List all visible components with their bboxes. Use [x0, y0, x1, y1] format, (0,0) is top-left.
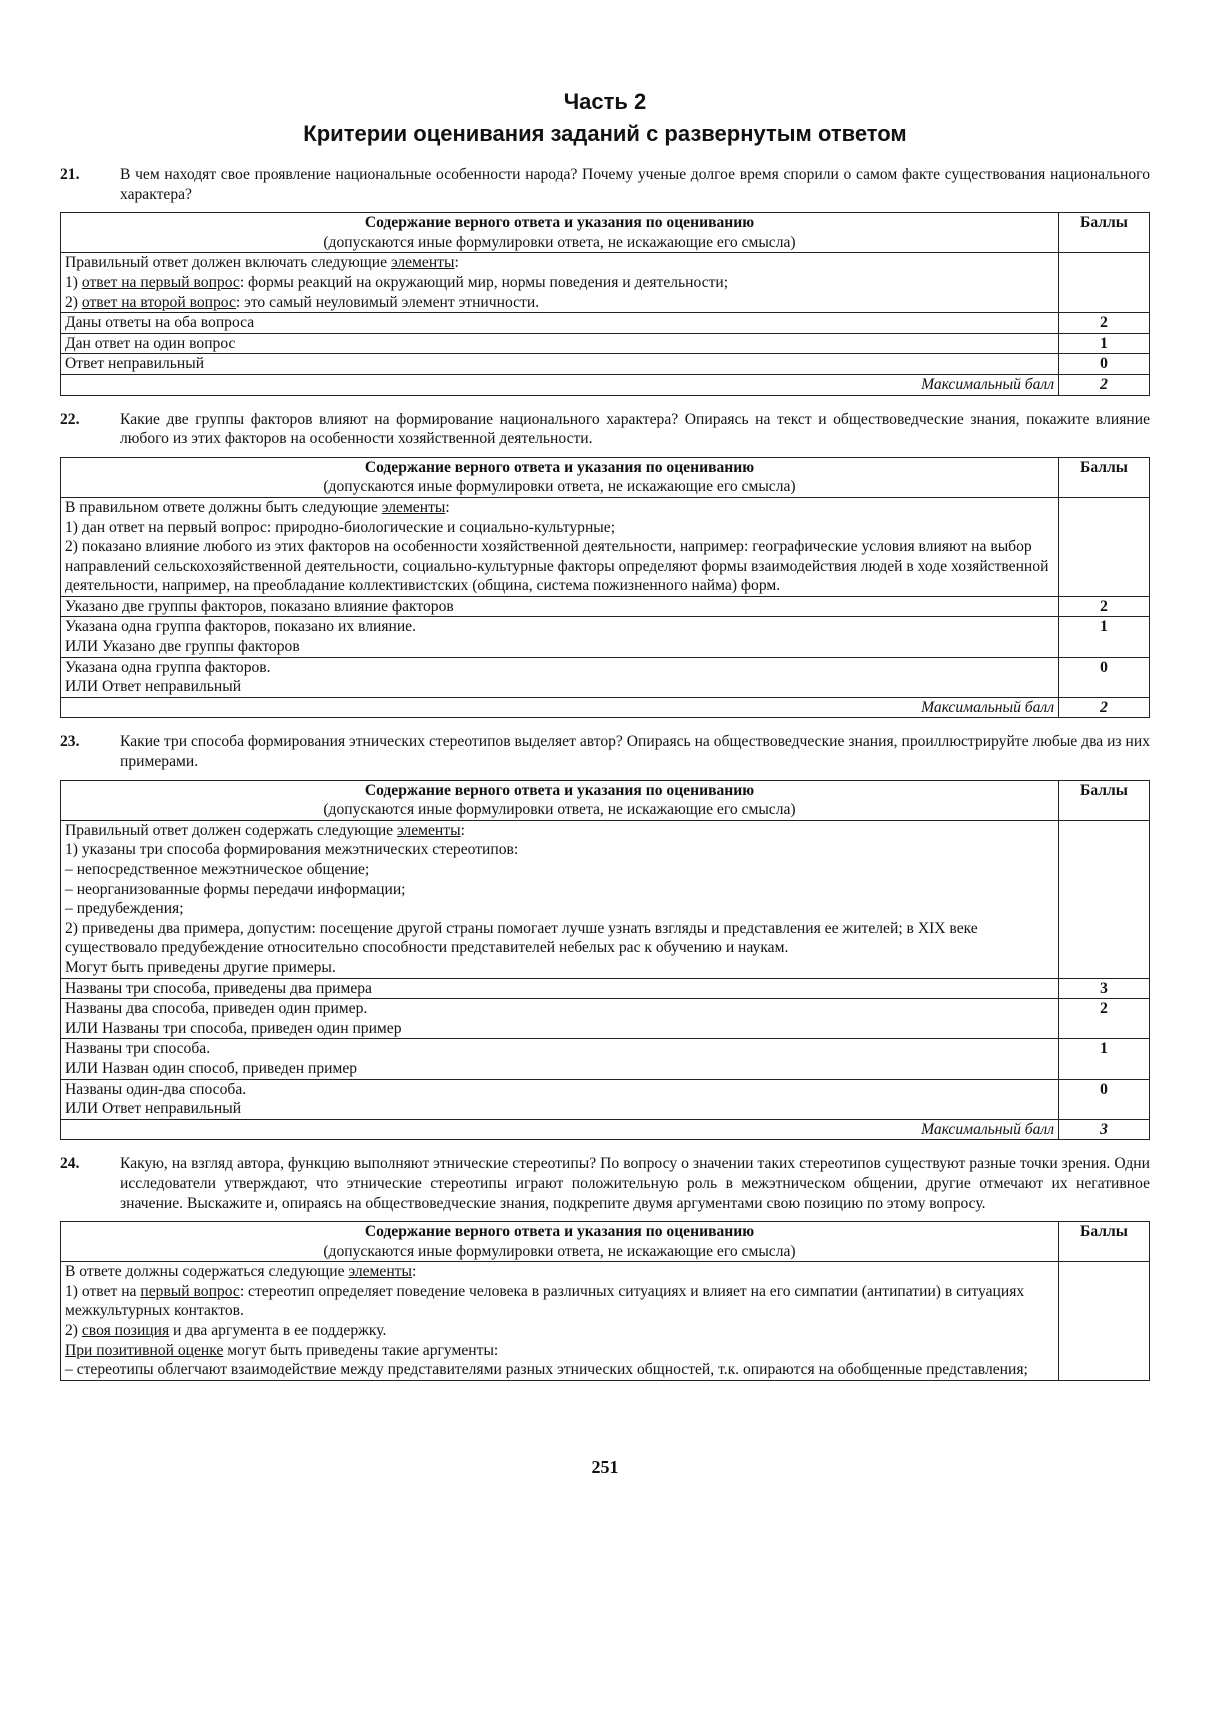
criterion-line: ИЛИ Названы три способа, приведен один пример — [65, 1019, 402, 1037]
max-score-row — [61, 374, 1150, 395]
criterion-line: Дан ответ на один вопрос — [65, 334, 236, 352]
text-segment: : — [460, 821, 465, 839]
text-segment: 2) — [65, 1322, 82, 1340]
header-content — [61, 213, 1059, 253]
table-header-row — [61, 213, 1150, 253]
text-segment: В ответе должны содержаться следующие — [65, 1263, 349, 1281]
criteria-table — [60, 1221, 1150, 1381]
header-score: Баллы — [1059, 780, 1150, 820]
content-line — [65, 518, 1054, 538]
scoring-criterion — [61, 1039, 1059, 1079]
max-score-row — [61, 697, 1150, 718]
content-line — [65, 498, 1054, 518]
criterion-line: Названы три способа, приведены два примера — [65, 979, 372, 997]
answer-content — [61, 497, 1059, 596]
scoring-row — [61, 1039, 1150, 1079]
text-segment: – неорганизованные формы передачи информации; — [65, 880, 406, 898]
text-segment: Могут быть приведены другие примеры. — [65, 958, 336, 976]
scoring-criterion — [61, 617, 1059, 657]
criterion-line: Указана одна группа факторов, показано их влияние. — [65, 618, 417, 636]
header-note: (допускаются иные формулировки ответа, не искажающие его смысла) — [323, 801, 796, 819]
questions-container — [60, 165, 1150, 1395]
text-segment: 1) дан ответ на первый вопрос: природно-биологические и социально-культурные; — [65, 518, 616, 536]
answer-content-row — [61, 1262, 1150, 1381]
header-score: Баллы — [1059, 213, 1150, 253]
content-line — [65, 537, 1054, 596]
answer-content-row — [61, 253, 1150, 313]
text-segment: В правильном ответе должны быть следующие — [65, 498, 382, 516]
text-segment: и два аргумента в ее поддержку. — [169, 1322, 387, 1340]
content-line — [65, 1360, 1054, 1380]
question-number: 22. — [60, 410, 80, 428]
text-segment: могут быть приведены такие аргументы: — [223, 1341, 499, 1359]
content-line — [65, 293, 1054, 313]
score-empty — [1059, 820, 1150, 978]
underlined-term: При позитивной оценке — [65, 1341, 224, 1359]
content-line — [65, 958, 1054, 978]
criterion-line: ИЛИ Указано две группы факторов — [65, 638, 300, 656]
header-score: Баллы — [1059, 1222, 1150, 1262]
underlined-term: своя позиция — [81, 1322, 170, 1340]
text-segment: : — [411, 1263, 417, 1281]
scoring-row — [61, 333, 1150, 354]
header-score: Баллы — [1059, 457, 1150, 497]
answer-content — [61, 253, 1059, 313]
criteria-table — [60, 780, 1150, 1141]
criterion-line: ИЛИ Назван один способ, приведен пример — [65, 1059, 358, 1077]
table-header-row — [61, 457, 1150, 497]
scoring-row — [61, 999, 1150, 1039]
text-segment: : — [445, 498, 450, 516]
content-line — [65, 1282, 1054, 1321]
scoring-criterion — [61, 354, 1059, 375]
score-value: 3 — [1059, 978, 1150, 999]
question-text: Какие две группы факторов влияют на формирование национального характера? Опираясь на текст и обществоведческие знания, покажите влияние любого из этих факторов на особенности хозяйственной деятельности. — [120, 410, 1150, 448]
header-content — [61, 457, 1059, 497]
underlined-term: ответ на первый вопрос — [81, 273, 240, 291]
scoring-row — [61, 978, 1150, 999]
question-number: 21. — [60, 166, 80, 183]
text-segment: – предубеждения; — [65, 900, 184, 918]
score-value: 0 — [1059, 1079, 1150, 1119]
text-segment: Правильный ответ должен содержать следующие — [65, 821, 398, 839]
header-note: (допускаются иные формулировки ответа, не искажающие его смысла) — [323, 233, 796, 251]
text-segment: : формы реакций на окружающий мир, нормы поведения и деятельности; — [239, 273, 729, 291]
content-line — [65, 880, 1054, 900]
scoring-row — [61, 596, 1150, 617]
header-note: (допускаются иные формулировки ответа, не искажающие его смысла) — [323, 478, 796, 496]
score-value: 1 — [1059, 333, 1150, 354]
scoring-criterion — [61, 1079, 1059, 1119]
max-score-label: Максимальный балл — [61, 374, 1059, 395]
underlined-term: элементы — [381, 498, 446, 516]
header-title: Содержание верного ответа и указания по оцениванию — [364, 214, 755, 232]
table-header-row — [61, 1222, 1150, 1262]
content-line — [65, 899, 1054, 919]
underlined-term: элементы — [397, 821, 461, 839]
scoring-criterion — [61, 313, 1059, 334]
scoring-row — [61, 354, 1150, 375]
scoring-criterion — [61, 978, 1059, 999]
scoring-criterion — [61, 596, 1059, 617]
page-number: 251 — [591, 1457, 619, 1477]
max-score-value: 3 — [1059, 1119, 1150, 1140]
text-segment: 2) показано влияние любого из этих факторов на особенности хозяйственной деятельности, например: географические условия влияют на выбор направлений сельскохозяйственной деятельности, социально-культурные факторы определяют формы взаимодействия людей в ходе хозяйственной деятельности, например, на преобладание коллективистских (община, система пожизненного найма) форм. — [65, 538, 1049, 595]
max-score-label: Максимальный балл — [61, 1119, 1059, 1140]
text-segment: 1) ответ на — [65, 1282, 141, 1300]
score-value: 0 — [1059, 354, 1150, 375]
criteria-table — [60, 457, 1150, 719]
score-empty — [1059, 1262, 1150, 1381]
scoring-criterion — [61, 999, 1059, 1039]
scoring-row — [61, 1079, 1150, 1119]
score-value: 0 — [1059, 657, 1150, 697]
content-line — [65, 1262, 1054, 1282]
underlined-term: первый вопрос — [140, 1282, 240, 1300]
answer-content — [61, 820, 1059, 978]
text-segment: Правильный ответ должен включать следующие — [65, 254, 391, 272]
score-value: 1 — [1059, 617, 1150, 657]
criterion-line: Указана одна группа факторов. — [65, 658, 271, 676]
header-content — [61, 780, 1059, 820]
score-value: 2 — [1059, 999, 1150, 1039]
header-note: (допускаются иные формулировки ответа, не искажающие его смысла) — [323, 1242, 796, 1260]
content-line — [65, 840, 1054, 860]
text-segment: – непосредственное межэтническое общение; — [65, 861, 370, 878]
criterion-line: ИЛИ Ответ неправильный — [65, 678, 242, 696]
criterion-line: Ответ неправильный — [65, 355, 205, 373]
underlined-term: элементы — [390, 254, 455, 272]
criteria-table — [60, 212, 1150, 395]
answer-content-row — [61, 497, 1150, 596]
header-title: Содержание верного ответа и указания по оцениванию — [364, 458, 755, 476]
content-line — [65, 821, 1054, 841]
score-empty — [1059, 497, 1150, 596]
content-line — [65, 1341, 1054, 1361]
answer-content — [61, 1262, 1059, 1381]
answer-content-row — [61, 820, 1150, 978]
underlined-term: элементы — [348, 1263, 412, 1281]
text-segment: : — [454, 254, 459, 272]
question-22 — [60, 410, 1150, 449]
text-segment: 2) — [65, 293, 82, 311]
criterion-line: Даны ответы на оба вопроса — [65, 314, 255, 332]
header-content — [61, 1222, 1059, 1262]
criterion-line: Названы один-два способа. — [65, 1080, 247, 1098]
criterion-line: Указано две группы факторов, показано влияние факторов — [65, 597, 454, 615]
text-segment: : это самый неуловимый элемент этничности. — [235, 293, 540, 311]
content-line — [65, 253, 1054, 273]
content-line — [65, 1321, 1054, 1341]
criterion-line: Названы три способа. — [65, 1040, 211, 1058]
question-number: 23. — [60, 733, 80, 751]
max-score-row — [61, 1119, 1150, 1140]
content-line — [65, 919, 1054, 958]
scoring-criterion — [61, 657, 1059, 697]
scoring-row — [61, 657, 1150, 697]
criterion-line: Названы два способа, приведен один пример. — [65, 1000, 368, 1018]
score-value: 2 — [1059, 596, 1150, 617]
header-title: Содержание верного ответа и указания по оцениванию — [364, 1223, 755, 1241]
max-score-value: 2 — [1059, 697, 1150, 718]
criterion-line: ИЛИ Ответ неправильный — [65, 1100, 242, 1118]
question-24 — [60, 1154, 1150, 1213]
question-text: Какие три способа формирования этнических стереотипов выделяет автор? Опираясь на обществоведческие знания, проиллюстрируйте любые два из них примерами. — [120, 733, 1150, 771]
question-21 — [60, 165, 1150, 204]
scoring-criterion — [61, 333, 1059, 354]
question-text: Какую, на взгляд автора, функцию выполняют этнические стереотипы? По вопросу о значении таких стереотипов существуют разные точки зрения. Одни исследователи утверждают, что этнические стереотипы играют положительную роль в межэтническом общении, другие отмечают их негативное значение. Выскажите и, опираясь на обществоведческие знания, подкрепите двумя аргументами свою позицию по этому вопросу. — [120, 1155, 1150, 1212]
max-score-label: Максимальный балл — [61, 697, 1059, 718]
score-value: 2 — [1059, 313, 1150, 334]
text-segment: 1) указаны три способа формирования межэтнических стереотипов: — [65, 841, 519, 859]
text-segment: 1) — [65, 273, 82, 291]
score-value: 1 — [1059, 1039, 1150, 1079]
text-segment: : стереотип определяет поведение человека в различных ситуациях и влияет на его симпатии (антипатии) в ситуациях межкультурных контактов. — [65, 1282, 1025, 1320]
content-line — [65, 860, 1054, 880]
section-subtitle: Критерии оценивания заданий с развернутым ответом — [303, 121, 907, 146]
underlined-term: ответ на второй вопрос — [81, 293, 236, 311]
part-title: Часть 2 — [563, 89, 647, 114]
question-text: В чем находят свое проявление национальные особенности народа? Почему ученые долгое время спорили о самом факте существования национального характера? — [120, 166, 1150, 203]
question-number: 24. — [60, 1155, 80, 1173]
scoring-row — [61, 313, 1150, 334]
scoring-row — [61, 617, 1150, 657]
header-title: Содержание верного ответа и указания по оцениванию — [364, 781, 755, 799]
text-segment: – стереотипы облегчают взаимодействие между представителями разных этнических общностей, т.к. опираются на обобщенные представления; — [65, 1361, 1028, 1379]
text-segment: 2) приведены два примера, допустим: посещение другой страны помогает лучше узнать взгляды и представления ее жителей; в XIX веке существовало предубеждение относительно способности представителей небелых рас к обучению и наукам. — [65, 919, 978, 957]
table-header-row — [61, 780, 1150, 820]
question-23 — [60, 732, 1150, 771]
max-score-value: 2 — [1059, 374, 1150, 395]
score-empty — [1059, 253, 1150, 313]
content-line — [65, 273, 1054, 293]
